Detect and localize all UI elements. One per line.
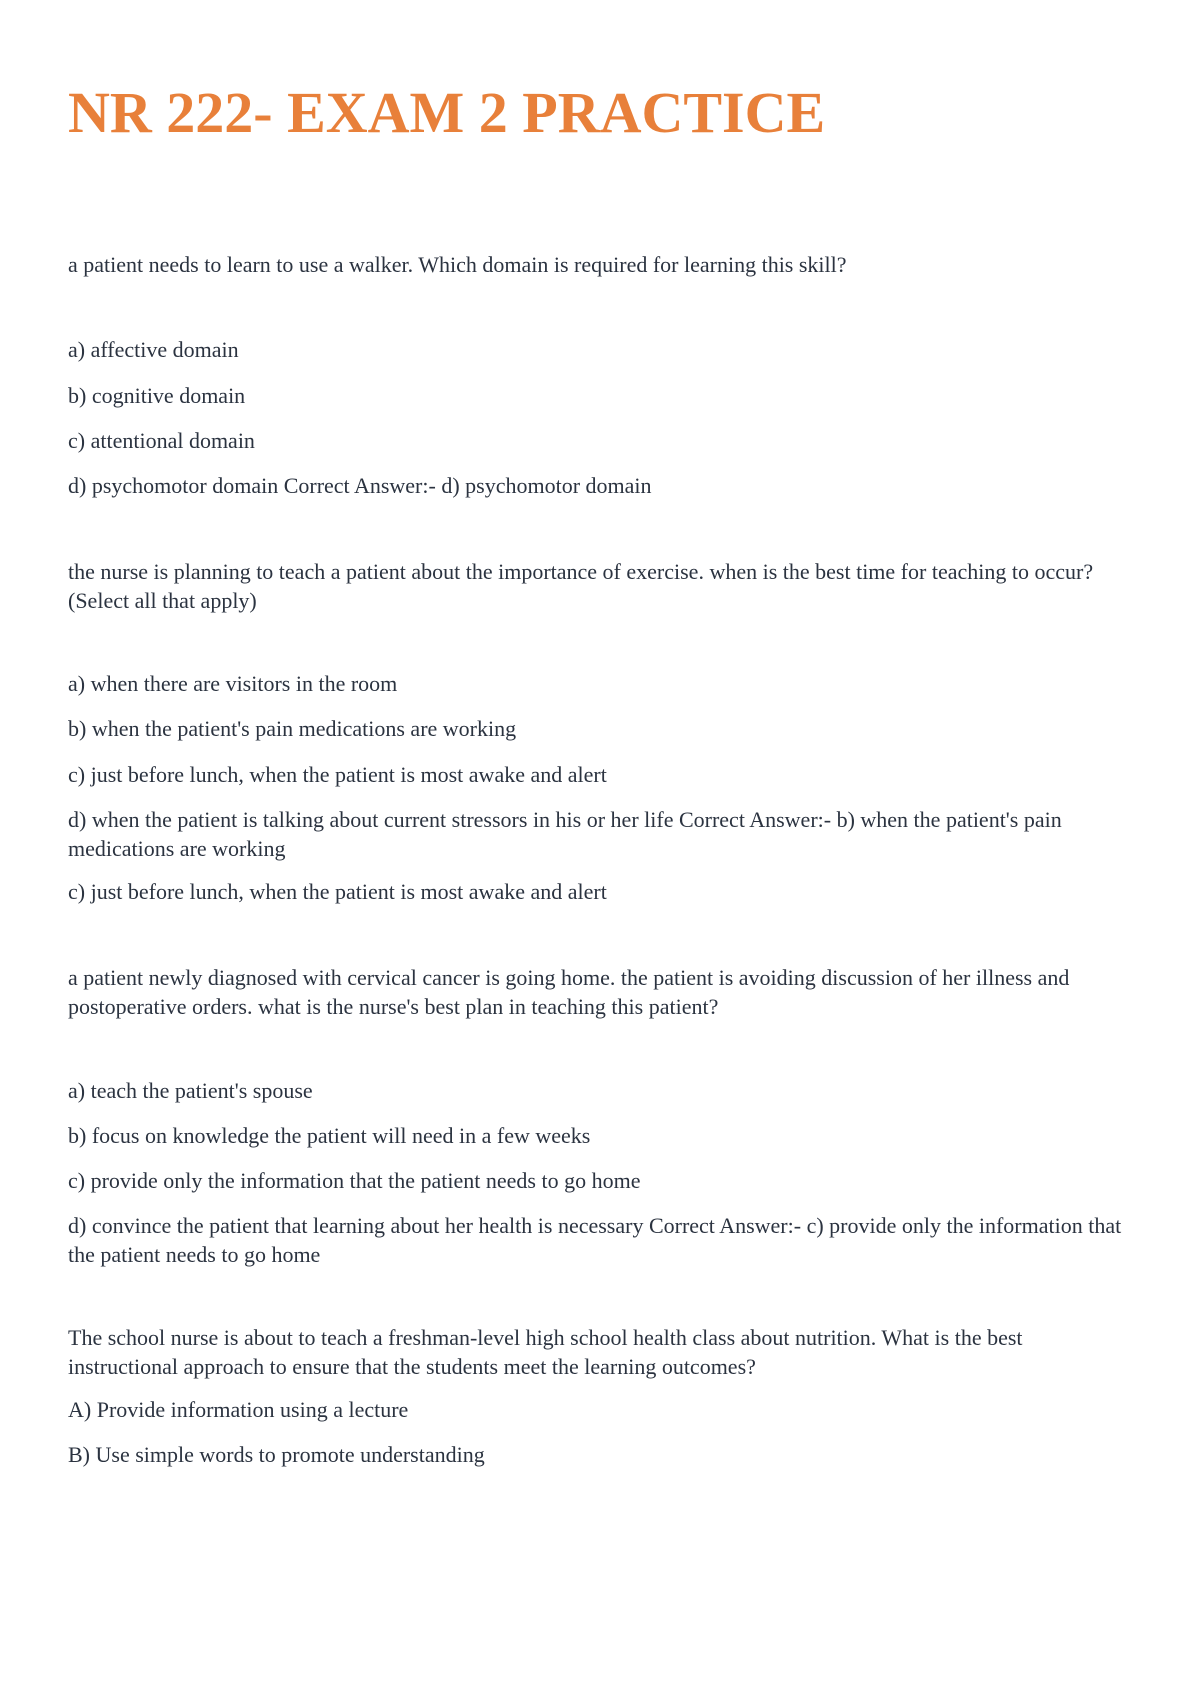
question-1-prompt: a patient needs to learn to use a walker. Which domain is required for learning this skill? bbox=[68, 252, 847, 277]
question-3-option-a: a) teach the patient's spouse bbox=[68, 1078, 313, 1103]
question-2-answer-continued: c) just before lunch, when the patient is most awake and alert bbox=[68, 879, 607, 904]
question-2-option-d-answer: d) when the patient is talking about current stressors in his or her life Correct Answer:- b) when the patient's pain medications are working bbox=[68, 807, 1062, 861]
question-2-option-b: b) when the patient's pain medications are working bbox=[68, 716, 517, 741]
question-1-option-c: c) attentional domain bbox=[68, 428, 255, 453]
question-3-option-c: c) provide only the information that the patient needs to go home bbox=[68, 1168, 641, 1193]
question-4-option-a: A) Provide information using a lecture bbox=[68, 1397, 409, 1422]
question-1-option-b: b) cognitive domain bbox=[68, 383, 246, 408]
page-title: NR 222- EXAM 2 PRACTICE bbox=[68, 80, 826, 145]
question-3-option-b: b) focus on knowledge the patient will need in a few weeks bbox=[68, 1123, 591, 1148]
question-2-prompt: the nurse is planning to teach a patient about the importance of exercise. when is the best time for teaching to occur? (Select all that apply) bbox=[68, 559, 1094, 613]
question-1-option-d-answer: d) psychomotor domain Correct Answer:- d) psychomotor domain bbox=[68, 473, 652, 498]
question-1-option-a: a) affective domain bbox=[68, 337, 239, 362]
question-3-option-d-answer: d) convince the patient that learning about her health is necessary Correct Answer:- c) provide only the information that the patient needs to go home bbox=[68, 1213, 1122, 1267]
question-2-option-a: a) when there are visitors in the room bbox=[68, 671, 398, 696]
question-4-prompt: The school nurse is about to teach a freshman-level high school health class about nutrition. What is the best instructional approach to ensure that the students meet the learning outcomes? bbox=[68, 1325, 1023, 1379]
question-3-prompt: a patient newly diagnosed with cervical cancer is going home. the patient is avoiding discussion of her illness and postoperative orders. what is the nurse's best plan in teaching this patient? bbox=[68, 965, 1070, 1019]
question-2-option-c: c) just before lunch, when the patient is most awake and alert bbox=[68, 762, 607, 787]
question-4-option-b: B) Use simple words to promote understanding bbox=[68, 1442, 485, 1467]
